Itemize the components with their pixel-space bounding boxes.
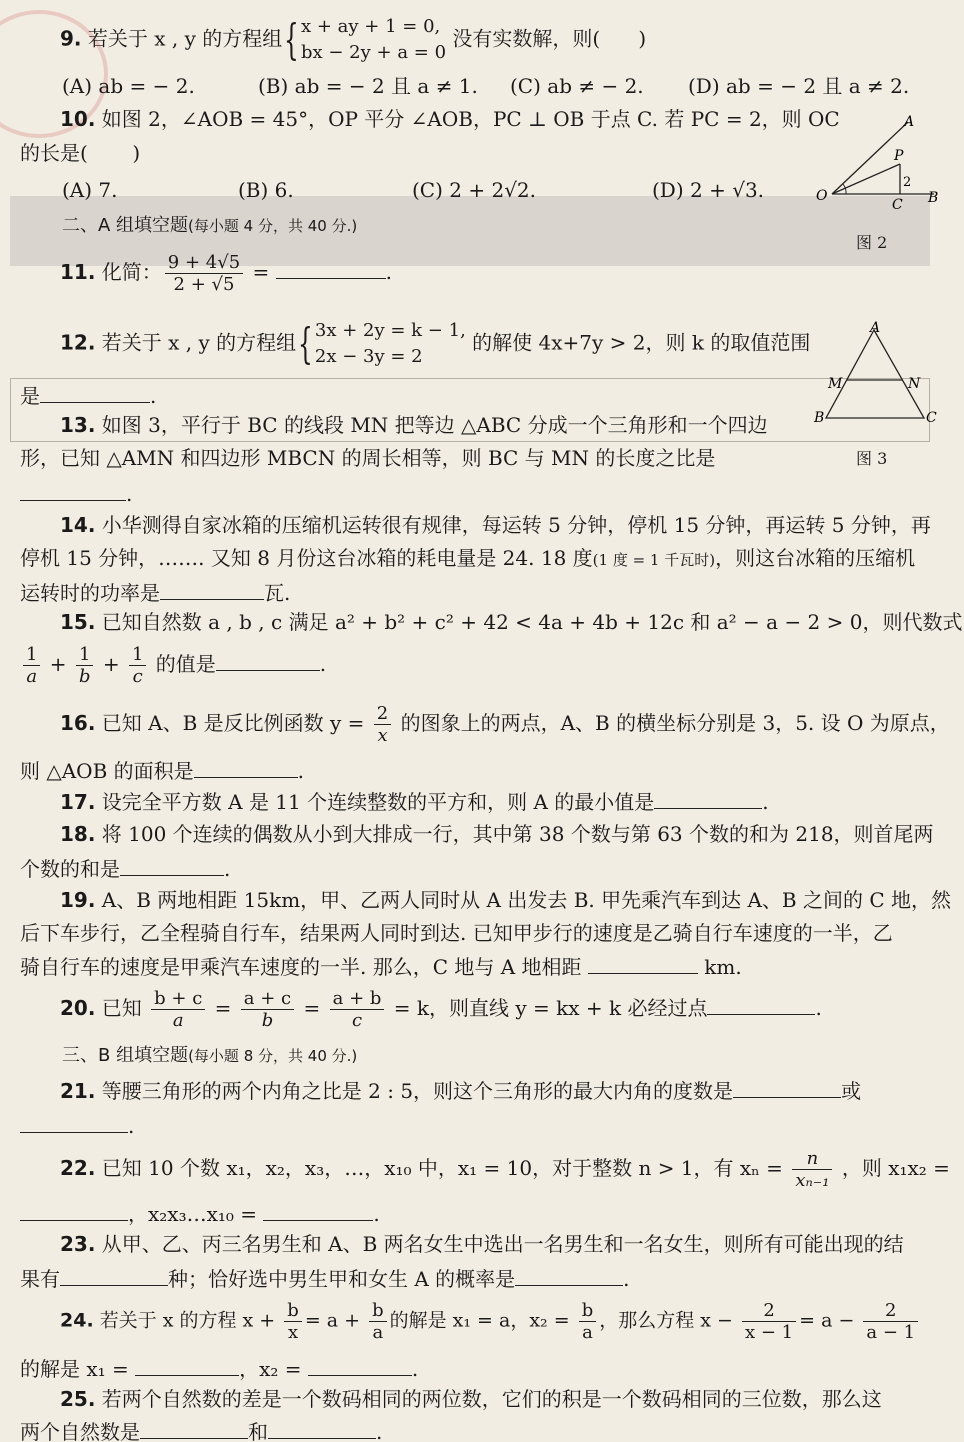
q12: 12. 若关于 x , y 的方程组{ 3x + 2y = k − 1, 2x − 3y = 2 的解使 4x+7y > 2，则 k 的取值范围 bbox=[60, 319, 811, 368]
q23-answer-blank-2[interactable] bbox=[515, 1263, 623, 1286]
q15-line2: $\frac{1}{a}$ + $\frac{1}{b}$ + $\frac{1}{c}$ 的值是 . bbox=[20, 644, 326, 687]
q23-line2: 果有 种；恰好选中男生甲和女生 A 的概率是 . bbox=[20, 1263, 630, 1293]
q19-line1: 19. A、B 两地相距 15km，甲、乙两人同时从 A 出发去 B. 甲先乘汽车到达 A、B 之间的 C 地，然 bbox=[60, 888, 951, 912]
q10-option-b: (B) 6. bbox=[238, 178, 294, 202]
fig3-caption: 图 3 bbox=[856, 449, 888, 468]
q24-line2: 的解是 x₁ = ，x₂ = . bbox=[20, 1353, 418, 1383]
q14-line1: 14. 小华测得自家冰箱的压缩机运转很有规律，每运转 5 分钟，停机 15 分钟，再运转 5 分钟，再 bbox=[60, 513, 931, 537]
q23-answer-blank-1[interactable] bbox=[60, 1263, 168, 1286]
q15-answer-blank[interactable] bbox=[216, 648, 320, 671]
q20-answer-blank[interactable] bbox=[707, 992, 815, 1015]
q19-answer-blank[interactable] bbox=[588, 951, 698, 974]
fig2-label-o: O bbox=[816, 188, 828, 204]
q9: 9. 若关于 x , y 的方程组{ x + ay + 1 = 0, bx − 2y + a = 0 没有实数解，则( ) bbox=[60, 15, 647, 64]
q18-line2: 个数的和是 . bbox=[20, 853, 230, 883]
fig2-label-a: A bbox=[904, 114, 915, 130]
q9-option-a: (A) ab = − 2. bbox=[62, 74, 195, 98]
q15-line1: 15. 已知自然数 a , b , c 满足 a² + b² + c² + 42 < 4a + 4b + 12c 和 a² − a − 2 > 0，则代数式 bbox=[60, 610, 963, 634]
q10-option-c: (C) 2 + 2√2. bbox=[412, 178, 537, 202]
q14-answer-blank[interactable] bbox=[160, 577, 264, 600]
q22-line2: ，x₂x₃…x₁₀ = . bbox=[20, 1198, 380, 1228]
q9-option-c: (C) ab ≠ − 2. bbox=[510, 74, 644, 98]
q13-line3: . bbox=[20, 478, 132, 508]
q12-answer-blank[interactable] bbox=[40, 380, 150, 403]
q21-answer-blank-1[interactable] bbox=[733, 1075, 841, 1098]
q16-line1: 16. 已知 A、B 是反比例函数 y = $\frac{2}{x}$ 的图象上的两点，A、B 的横坐标分别是 3，5. 设 O 为原点， bbox=[60, 703, 950, 746]
fig2-label-c: C bbox=[892, 197, 903, 212]
q18-line1: 18. 将 100 个连续的偶数从小到大排成一行，其中第 38 个数与第 63 个数的和为 218，则首尾两 bbox=[60, 822, 934, 846]
figure-3-triangle bbox=[812, 318, 942, 430]
q19-line3: 骑自行车的速度是甲乘汽车速度的一半. 那么，C 地与 A 地相距 km. bbox=[20, 951, 742, 981]
q24-answer-blank-1[interactable] bbox=[135, 1353, 239, 1376]
q25-line1: 25. 若两个自然数的差是一个数码相同的两位数，它们的积是一个数码相同的三位数，那么这 bbox=[60, 1387, 882, 1411]
fig2-label-p: P bbox=[894, 148, 904, 164]
q21-answer-blank-2[interactable] bbox=[20, 1110, 128, 1133]
q11-answer-blank[interactable] bbox=[276, 256, 386, 279]
q11: 11. 化简： $\frac{9 + 4√5}{2 + √5}$ = . bbox=[60, 252, 392, 295]
figure-2-angle bbox=[812, 112, 942, 212]
q20: 20. 已知 $\frac{b + c}{a}$ = $\frac{a + c}{b}$ = $\frac{a + b}{c}$ = k，则直线 y = kx + k 必经过点 . bbox=[60, 988, 822, 1031]
q18-answer-blank[interactable] bbox=[120, 853, 224, 876]
fig3-label-m: M bbox=[828, 376, 843, 392]
q10-option-a: (A) 7. bbox=[62, 178, 118, 202]
fig3-label-n: N bbox=[908, 376, 921, 392]
q21-line2: . bbox=[20, 1110, 134, 1140]
fig2-label-b: B bbox=[928, 190, 939, 206]
fig3-label-a: A bbox=[870, 320, 881, 336]
q13-answer-blank[interactable] bbox=[20, 478, 126, 501]
q10-line1: 10. 如图 2，∠AOB = 45°，OP 平分 ∠AOB，PC ⊥ OB 于点 C. 若 PC = 2，则 OC bbox=[60, 107, 840, 131]
q25-answer-blank-1[interactable] bbox=[140, 1416, 248, 1439]
q12-line2: 是 . bbox=[20, 380, 156, 410]
q22-answer-blank-1[interactable] bbox=[20, 1198, 128, 1221]
q17: 17. 设完全平方数 A 是 11 个连续整数的平方和，则 A 的最小值是 . bbox=[60, 786, 769, 816]
q17-answer-blank[interactable] bbox=[654, 786, 762, 809]
q9-option-d: (D) ab = − 2 且 a ≠ 2. bbox=[688, 74, 910, 98]
q21-line1: 21. 等腰三角形的两个内角之比是 2 : 5，则这个三角形的最大内角的度数是 或 bbox=[60, 1075, 861, 1105]
q22-line1: 22. 已知 10 个数 x₁，x₂，x₃，…，x₁₀ 中，x₁ = 10，对于整数 n > 1，有 xₙ = $\frac{n}{\text{xₙ₋₁}}$ ，则 x₁x₂ = bbox=[60, 1148, 950, 1191]
q10-option-d: (D) 2 + √3. bbox=[652, 178, 765, 202]
q22-answer-blank-2[interactable] bbox=[263, 1198, 373, 1221]
fig2-caption: 图 2 bbox=[856, 233, 888, 252]
q16-line2: 则 △AOB 的面积是 . bbox=[20, 755, 304, 785]
q19-line2: 后下车步行，乙全程骑自行车，结果两人同时到达. 已知甲步行的速度是乙骑自行车速度的一半，乙 bbox=[20, 921, 893, 945]
q24-answer-blank-2[interactable] bbox=[308, 1353, 412, 1376]
q24-line1: 24. 若关于 x 的方程 x + $\frac{b}{x}$ = a + $\frac{b}{a}$ 的解是 x₁ = a，x₂ = $\frac{b}{a}$ ，那么方程 x − $\frac{2}{x - 1}$ = a − $\frac{2}{a - 1}$ bbox=[60, 1300, 921, 1343]
q14-line3: 运转时的功率是 瓦. bbox=[20, 577, 290, 607]
fig3-label-c: C bbox=[926, 410, 937, 426]
q13-line1: 13. 如图 3，平行于 BC 的线段 MN 把等边 △ABC 分成一个三角形和一个四边 bbox=[60, 413, 768, 437]
section-a-title: 二、A 组填空题(每小题 4 分，共 40 分.) bbox=[62, 215, 358, 236]
section-b-title: 三、B 组填空题(每小题 8 分，共 40 分.) bbox=[62, 1045, 358, 1066]
q9-option-b: (B) ab = − 2 且 a ≠ 1. bbox=[258, 74, 478, 98]
q25-line2: 两个自然数是 和 . bbox=[20, 1416, 382, 1442]
q13-line2: 形，已知 △AMN 和四边形 MBCN 的周长相等，则 BC 与 MN 的长度之比是 bbox=[20, 446, 716, 470]
fig2-label-2: 2 bbox=[903, 175, 912, 190]
q25-answer-blank-2[interactable] bbox=[268, 1416, 376, 1439]
q14-line2: 停机 15 分钟，……. 又知 8 月份这台冰箱的耗电量是 24. 18 度(1 度 = 1 千瓦时)，则这台冰箱的压缩机 bbox=[20, 546, 916, 570]
q10-line2: 的长是( ) bbox=[20, 141, 141, 165]
fig3-label-b: B bbox=[814, 410, 825, 426]
q23-line1: 23. 从甲、乙、丙三名男生和 A、B 两名女生中选出一名男生和一名女生，则所有可能出现的结 bbox=[60, 1232, 904, 1256]
q16-answer-blank[interactable] bbox=[194, 755, 298, 778]
